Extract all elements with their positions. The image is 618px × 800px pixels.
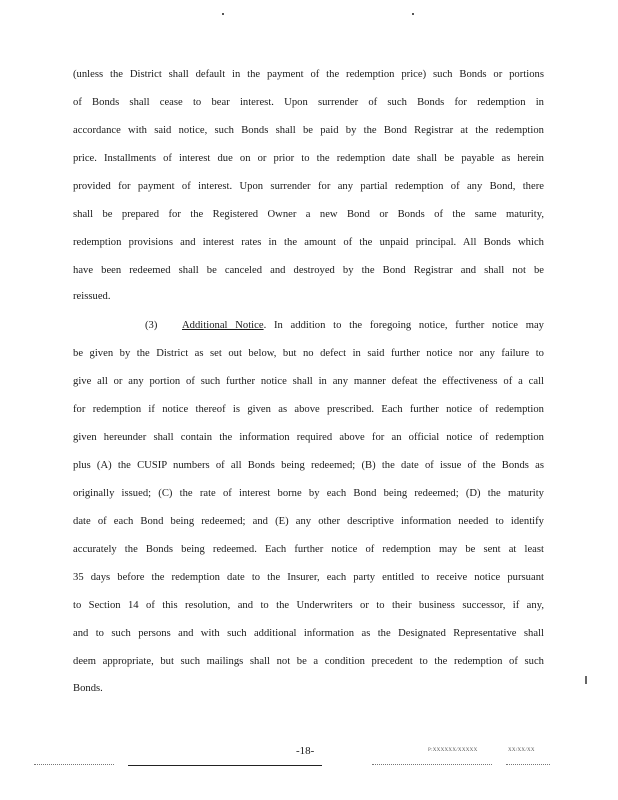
body-line: to Section 14 of this resolution, and to the Underwriters or to their business successor, if any, — [73, 600, 544, 611]
body-line: accurately the Bonds being redeemed. Each further notice of redemption may be sent at least — [73, 544, 544, 555]
footer-rule — [128, 765, 322, 766]
body-line: accordance with said notice, such Bonds shall be paid by the Bond Registrar at the redemption — [73, 125, 544, 136]
body-line: date of each Bond being redeemed; and (E) any other descriptive information needed to identify — [73, 516, 544, 527]
body-line: be given by the District as set out below, but no defect in said further notice nor any failure to — [73, 348, 544, 359]
body-line: originally issued; (C) the rate of interest borne by each Bond being redeemed; (D) the maturity — [73, 488, 544, 499]
body-line: redemption provisions and interest rates in the amount of the unpaid principal. All Bonds which — [73, 237, 544, 248]
paragraph-number: (3) — [145, 320, 158, 331]
body-line: for redemption if notice thereof is given as above prescribed. Each further notice of redemption — [73, 404, 544, 415]
body-line: deem appropriate, but such mailings shall not be a condition precedent to the redemption of such — [73, 656, 544, 667]
document-code: P:XXXXXX/XXXXX — [428, 748, 478, 753]
footer-dotted-rule — [506, 764, 550, 766]
paragraph-heading-rest: . In addition to the foregoing notice, further notice may — [263, 320, 545, 331]
footer-dotted-rule — [34, 764, 114, 766]
body-line: of Bonds shall cease to bear interest. Upon surrender of such Bonds for redemption in — [73, 97, 544, 108]
body-line: plus (A) the CUSIP numbers of all Bonds being redeemed; (B) the date of issue of the Bonds as — [73, 460, 544, 471]
body-line: reissued. — [73, 291, 111, 302]
body-line: price. Installments of interest due on or prior to the redemption date shall be payable as herein — [73, 153, 544, 164]
footer-dotted-rule — [372, 764, 492, 766]
document-date-code: XX/XX/XX — [508, 748, 535, 753]
body-line: 35 days before the redemption date to the Insurer, each party entitled to receive notice pursuant — [73, 572, 544, 583]
body-line: (unless the District shall default in the payment of the redemption price) such Bonds or portions — [73, 69, 544, 80]
scan-speck — [412, 13, 414, 15]
body-line: provided for payment of interest. Upon surrender for any partial redemption of any Bond, there — [73, 181, 544, 192]
paragraph-heading: Additional Notice — [182, 320, 264, 331]
body-line: shall be prepared for the Registered Owner a new Bond or Bonds of the same maturity, — [73, 209, 544, 220]
body-line: Bonds. — [73, 683, 103, 694]
body-line: and to such persons and with such additional information as the Designated Representative shall — [73, 628, 544, 639]
body-line: have been redeemed shall be canceled and destroyed by the Bond Registrar and shall not be — [73, 265, 544, 276]
page-number: -18- — [296, 745, 315, 757]
margin-mark — [585, 676, 587, 684]
body-line: give all or any portion of such further notice shall in any manner defeat the effectiveness of a call — [73, 376, 544, 387]
scan-speck — [222, 13, 224, 15]
body-line: given hereunder shall contain the information required above for an official notice of redemption — [73, 432, 544, 443]
paragraph-heading-line — [145, 319, 544, 333]
